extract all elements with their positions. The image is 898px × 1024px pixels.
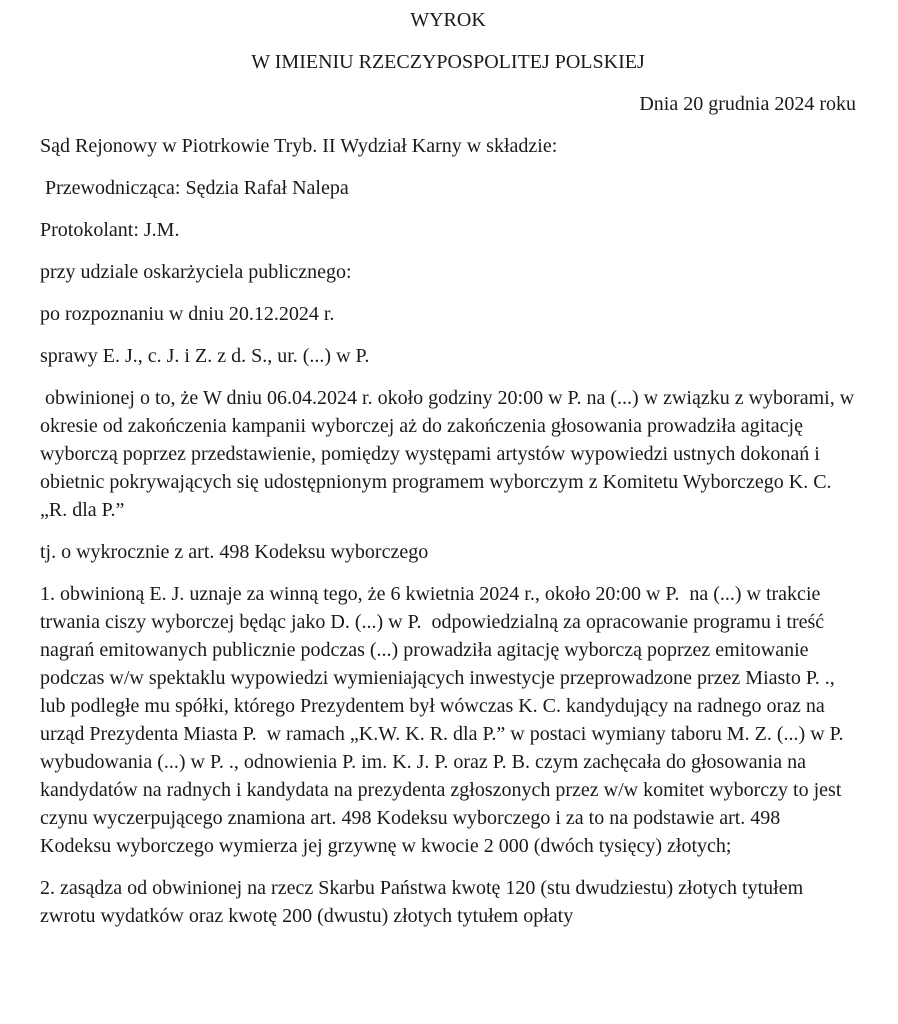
document-date-line: Dnia 20 grudnia 2024 roku xyxy=(639,93,856,115)
presiding-judge-line: Przewodnicząca: Sędzia Rafał Nalepa xyxy=(40,177,349,199)
court-composition-line: Sąd Rejonowy w Piotrkowie Tryb. II Wydział Karny w składzie: xyxy=(40,135,558,157)
legal-qualification-line: tj. o wykrocznie z art. 498 Kodeksu wyborczego xyxy=(40,541,429,563)
document-subtitle: W IMIENIU RZECZYPOSPOLITEJ POLSKIEJ xyxy=(251,51,645,73)
public-prosecutor-line: przy udziale oskarżyciela publicznego: xyxy=(40,261,352,283)
verdict-point-2: 2. zasądza od obwinionej na rzecz Skarbu Państwa kwotę 120 (stu dwudziestu) złotych tytułem zwrotu wydatków oraz kwotę 200 (dwustu) złotych tytułem opłaty xyxy=(40,877,809,927)
hearing-date-line: po rozpoznaniu w dniu 20.12.2024 r. xyxy=(40,303,335,325)
case-of-line: sprawy E. J., c. J. i Z. z d. S., ur. (...) w P. xyxy=(40,345,370,367)
clerk-line: Protokolant: J.M. xyxy=(40,219,180,241)
verdict-point-1: 1. obwinioną E. J. uznaje za winną tego, że 6 kwietnia 2024 r., około 20:00 w P. na (...) w trakcie trwania ciszy wyborczej będąc jako D. (...) w P. odpowiedzialną za opracowanie programu i treść nagrań emitowanych publicznie podczas (...) prowadziła agitację wyborczą poprzez emitowanie podczas w/w spektaklu wypowiedzi wymieniających inwestycje przeprowadzone przez Miasto P. ., lub podległe mu spółki, którego Prezydentem był wówczas K. C. kandydujący na radnego oraz na urząd Prezydenta Miasta P. w ramach „K.W. K. R. dla P.” w postaci wymiany taboru M. Z. (...) w P. wybudowania (...) w P. ., odnowienia P. im. K. J. P. oraz P. B. czym zachęcała do głosowania na kandydatów na radnych i kandydata na prezydenta zgłoszonych przez w/w komitet wyborczy to jest czynu wyczerpującego znamiona art. 498 Kodeksu wyborczego i za to na podstawie art. 498 Kodeksu wyborczego wymierza jej grzywnę w kwocie 2 000 (dwóch tysięcy) złotych; xyxy=(40,583,849,857)
accusation-paragraph: obwinionej o to, że W dniu 06.04.2024 r. około godziny 20:00 w P. na (...) w związku z wyborami, w okresie od zakończenia kampanii wyborczej aż do zakończenia głosowania prowadziła agitację wyborczą poprzez przedstawienie, pomiędzy występami artystów wypowiedzi ustnych dokonań i obietnic pokrywających się udostępnionym programem wyborczym z Komitetu Wyborczego K. C. „R. dla P.” xyxy=(40,387,860,521)
document-title: WYROK xyxy=(410,9,486,31)
document-body xyxy=(40,132,860,930)
